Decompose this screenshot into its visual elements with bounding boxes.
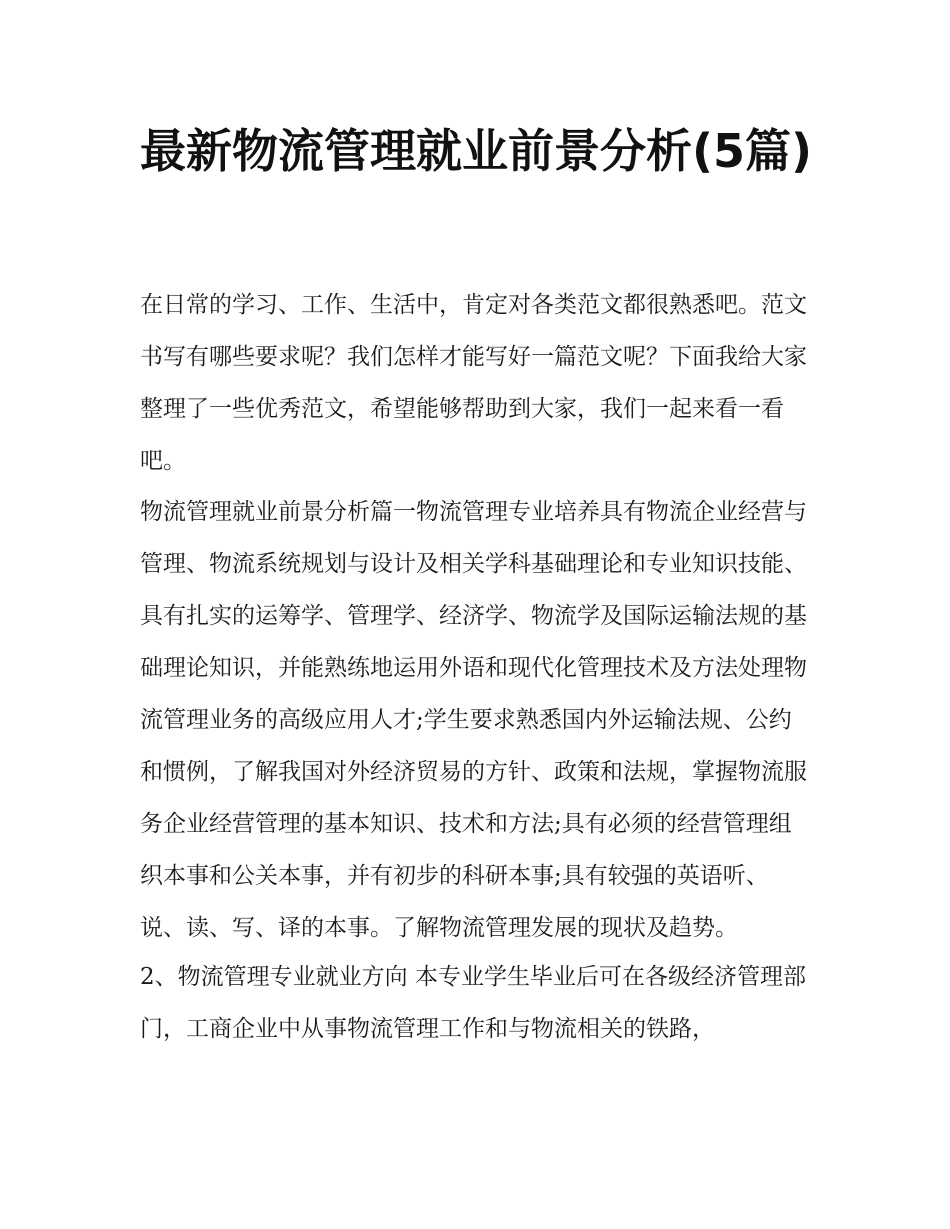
body-paragraph-employment: 2、物流管理专业就业方向 本专业学生毕业后可在各级经济管理部门，工商企业中从事物流管理工作和与物流相关的铁路， [140, 964, 806, 1042]
intro-paragraph: 在日常的学习、工作、生活中，肯定对各类范文都很熟悉吧。范文书写有哪些要求呢？我们怎样才能写好一篇范文呢？下面我给大家整理了一些优秀范文，希望能够帮助到大家，我们一起来看一看吧。 [140, 292, 807, 474]
document-title: 最新物流管理就业前景分析(5篇) [140, 124, 813, 178]
body-paragraph: 物流管理就业前景分析篇一物流管理专业培养具有物流企业经营与管理、物流系统规划与设计及相关学科基础理论和专业知识技能、具有扎实的运筹学、管理学、经济学、物流学及国际运输法规的基础理论知识，并能熟练地运用外语和现代化管理技术及方法处理物流管理业务的高级应用人才;学生要求熟悉国内外运输法规、公约和惯例，了解我国对外经济贸易的方针、政策和法规，掌握物流服务企业经营管理的基本知识、技术和方法;具有必须的经营管理组织本事和公关本事，并有初步的科研本事;具有较强的英语听、说、读、写、译的本事。了解物流管理发展的现状及趋势。 [140, 499, 807, 941]
